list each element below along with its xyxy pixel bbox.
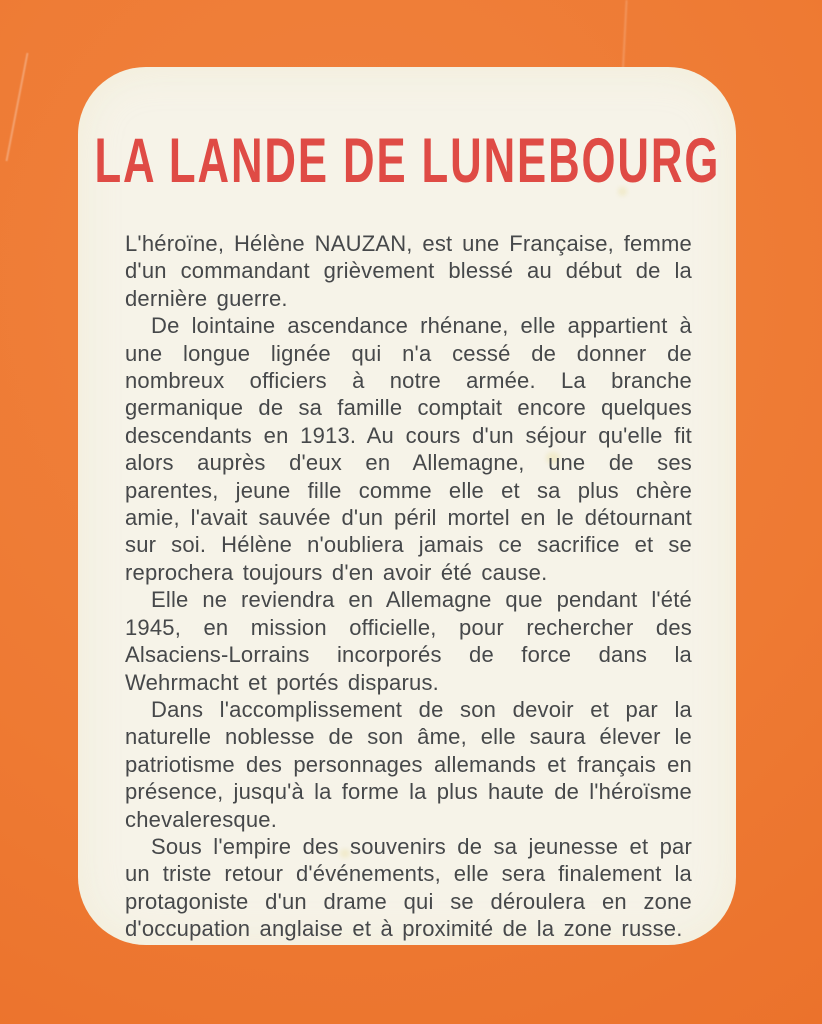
synopsis-paragraph: Dans l'accomplissement de son devoir et par la naturelle noblesse de son âme, elle saura élever le patriotisme des personnages allemands et français en présence, jusqu'à la forme la plus haute de l'héroïsme chevaleresque. [125, 696, 692, 832]
synopsis-paragraph: L'héroïne, Hélène NAUZAN, est une Française, femme d'un commandant grièvement blessé au début de la dernière guerre. [125, 231, 692, 311]
paper-crease-mark [6, 53, 29, 161]
synopsis-paragraph: Elle ne reviendra en Allemagne que pendant l'été 1945, en mission officielle, pour rechercher des Alsaciens-Lorrains incorporés de force dans la Wehrmacht et portés disparus. [125, 587, 692, 695]
book-title: LA LANDE DE LUNEBOURG [94, 124, 721, 196]
synopsis-panel [78, 67, 736, 945]
synopsis-paragraph: De lointaine ascendance rhénane, elle appartient à une longue lignée qui n'a cessé de donner de nombreux officiers à notre armée. La branche germanique de sa famille comptait encore quelques descendants en 1913. Au cours d'un séjour qu'elle fit alors auprès d'eux en Allemagne, une de ses parentes, jeune fille comme elle et sa plus chère amie, l'avait sauvée d'un péril mortel en le détournant sur soi. Hélène n'oubliera jamais ce sacrifice et se reprochera toujours d'en avoir été cause. [125, 313, 692, 585]
synopsis-text [125, 230, 692, 943]
synopsis-paragraph: Sous l'empire des souvenirs de sa jeunesse et par un triste retour d'événements, elle sera finalement la protagoniste d'un drame qui se déroulera en zone d'occupation anglaise et à proximité de la zone russe. [125, 833, 692, 942]
